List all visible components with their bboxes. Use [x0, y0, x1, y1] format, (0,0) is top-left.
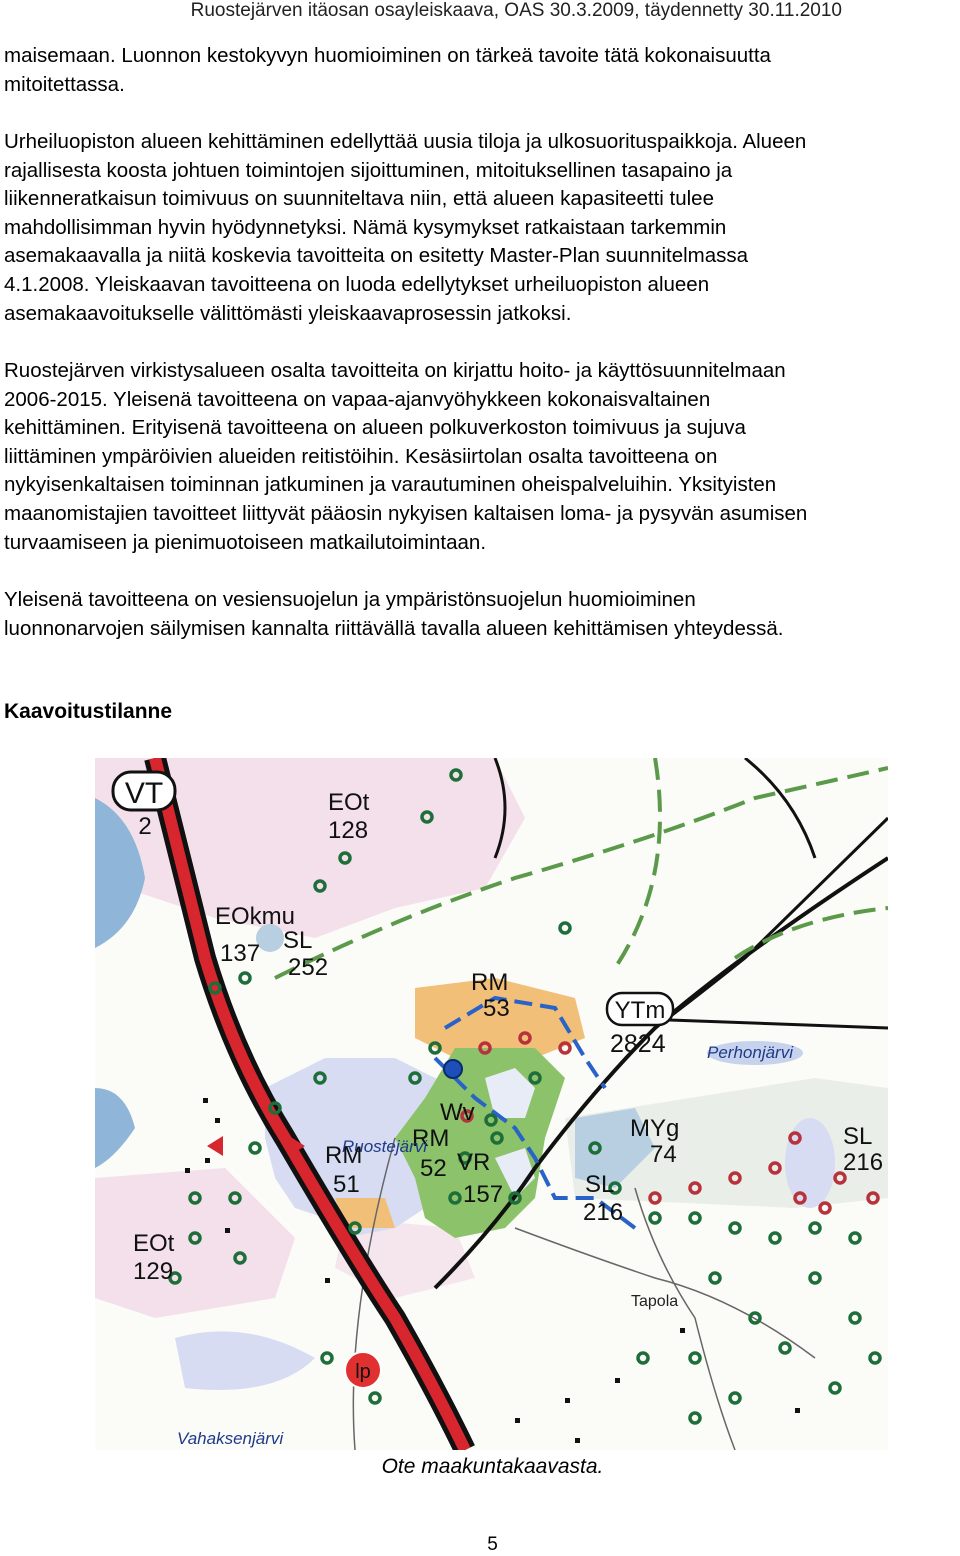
paragraph-2 — [4, 128, 960, 328]
label-vr: VR — [457, 1149, 491, 1176]
text-line: luonnonarvojen säilymisen kannalta riittävällä tavalla alueen kehittämisen yhteydessä. — [4, 616, 784, 640]
section-heading: Kaavoitustilanne — [4, 700, 173, 723]
text-line: asemakaavalla ja niitä koskevia tavoitteita on esitetty Master-Plan suunnitelmassa — [4, 244, 749, 268]
page-number: 5 — [487, 1534, 498, 1555]
label-rm-left: RM — [325, 1142, 363, 1169]
lake — [95, 1088, 135, 1168]
paragraph-1 — [4, 42, 960, 99]
label-wv: Wv — [440, 1099, 475, 1126]
label-eot-bottom: EOt — [133, 1230, 175, 1257]
label-sl-right: SL — [843, 1123, 873, 1150]
label-lp: lp — [355, 1361, 371, 1383]
text-line: mitoitettassa. — [4, 72, 125, 96]
label-myg-num: 74 — [650, 1141, 677, 1168]
lake — [785, 1118, 835, 1208]
label-eot-bottom-num: 129 — [133, 1258, 174, 1285]
label-sl-mid: SL — [585, 1171, 615, 1198]
blue-point — [444, 1060, 462, 1078]
text-line: kehittäminen. Erityisenä tavoitteena on alueen polkuverkoston toimivuus ja sujuva — [4, 416, 746, 440]
label-sl-left-num: 252 — [288, 954, 329, 981]
label-rm-mid: RM — [412, 1125, 450, 1152]
text-line: maanomistajien tavoitteet liittyvät pääosin nykyisen kaltaisen loma- ja pysyvän asumisen — [4, 501, 808, 525]
label-eot-top: EOt — [328, 789, 370, 816]
label-sl-left: SL — [283, 927, 313, 954]
text-line: mahdollisimman hyvin hyödynnetyksi. Nämä kysymykset ratkaistaan tarkemmin — [4, 215, 727, 239]
text-line: maisemaan. Luonnon kestokyvyn huomioiminen on tärkeä tavoite tätä kokonaisuutta — [4, 44, 771, 67]
text-line: asemakaavoitukselle välittömästi yleiskaavaprosessin jatkoksi. — [4, 301, 572, 325]
text-line: 4.1.2008. Yleiskaavan tavoitteena on luoda edellytykset urheiluopiston alueen — [4, 272, 710, 296]
text-line: turvaamiseen ja pienimuotoiseen matkailutoimintaan. — [4, 530, 487, 554]
green-route — [615, 758, 660, 968]
label-sl-right-num: 216 — [843, 1149, 884, 1176]
lake — [175, 1331, 315, 1390]
map-caption: Ote maakuntakaavasta. — [381, 1455, 604, 1478]
text-line: rajallisesta koosta johtuen toimintojen sijoittuminen, mitoituksellinen tasapaino ja — [4, 158, 733, 182]
text-line: 2006-2015. Yleisenä tavoitteena on vapaa-ajanvyöhykkeen kokonaisvaltainen — [4, 387, 711, 411]
minor-road — [635, 1188, 735, 1450]
label-eokmu-num: 137 — [220, 940, 261, 967]
text-line: Yleisenä tavoitteena on vesiensuojelun ja ympäristönsuojelun huomioiminen — [4, 588, 696, 611]
text-line: nykyisenkaltaisen toiminnan jatkuminen ja varautuminen oheispalveluihin. Yksityisten — [4, 473, 777, 497]
label-eokmu: EOkmu — [215, 903, 296, 930]
page-header: Ruostejärven itäosan osayleiskaava, OAS 30.3.2009, täydennetty 30.11.2010 — [190, 0, 842, 21]
label-vr-num: 157 — [463, 1181, 504, 1208]
road — [745, 758, 815, 858]
label-vt: VT — [124, 777, 164, 810]
text-line: Urheiluopiston alueen kehittäminen edellyttää uusia tiloja ja ulkosuorituspaikkoja. Alueen — [4, 130, 807, 153]
label-perhonjarvi: Perhonjärvi — [707, 1043, 793, 1062]
green-route — [735, 908, 888, 958]
label-vt-num: 2 — [138, 813, 152, 840]
regional-plan-map — [95, 758, 888, 1450]
paragraph-4 — [4, 586, 960, 643]
label-rm-mid-num: 52 — [420, 1155, 447, 1182]
text-line: Ruostejärven virkistysalueen osalta tavoitteita on kirjattu hoito- ja käyttösuunnitelmaan — [4, 359, 786, 382]
label-ruostejarvi: Ruostejärvi — [342, 1137, 428, 1156]
red-triangle — [207, 1136, 223, 1156]
label-rm-left-num: 51 — [333, 1171, 360, 1198]
label-ytm-num: 2824 — [610, 1030, 666, 1058]
label-tapola: Tapola — [631, 1293, 679, 1310]
label-rm-top-num: 53 — [483, 995, 510, 1022]
text-line: liikenneratkaisun toimivuus on suunniteltava niin, että alueen kapasiteetti tulee — [4, 187, 714, 211]
text-line: liittäminen ympäröivien alueiden reitistöihin. Kesäsiirtolan osalta tavoitteena on — [4, 444, 718, 468]
label-vahaksenjarvi: Vahaksenjärvi — [177, 1429, 284, 1448]
label-rm-top: RM — [471, 969, 509, 996]
label-ytm: YTm — [614, 997, 666, 1024]
label-eot-top-num: 128 — [328, 817, 369, 844]
paragraph-3 — [4, 357, 960, 557]
label-myg: MYg — [630, 1115, 680, 1142]
label-sl-mid-num: 216 — [583, 1199, 624, 1226]
